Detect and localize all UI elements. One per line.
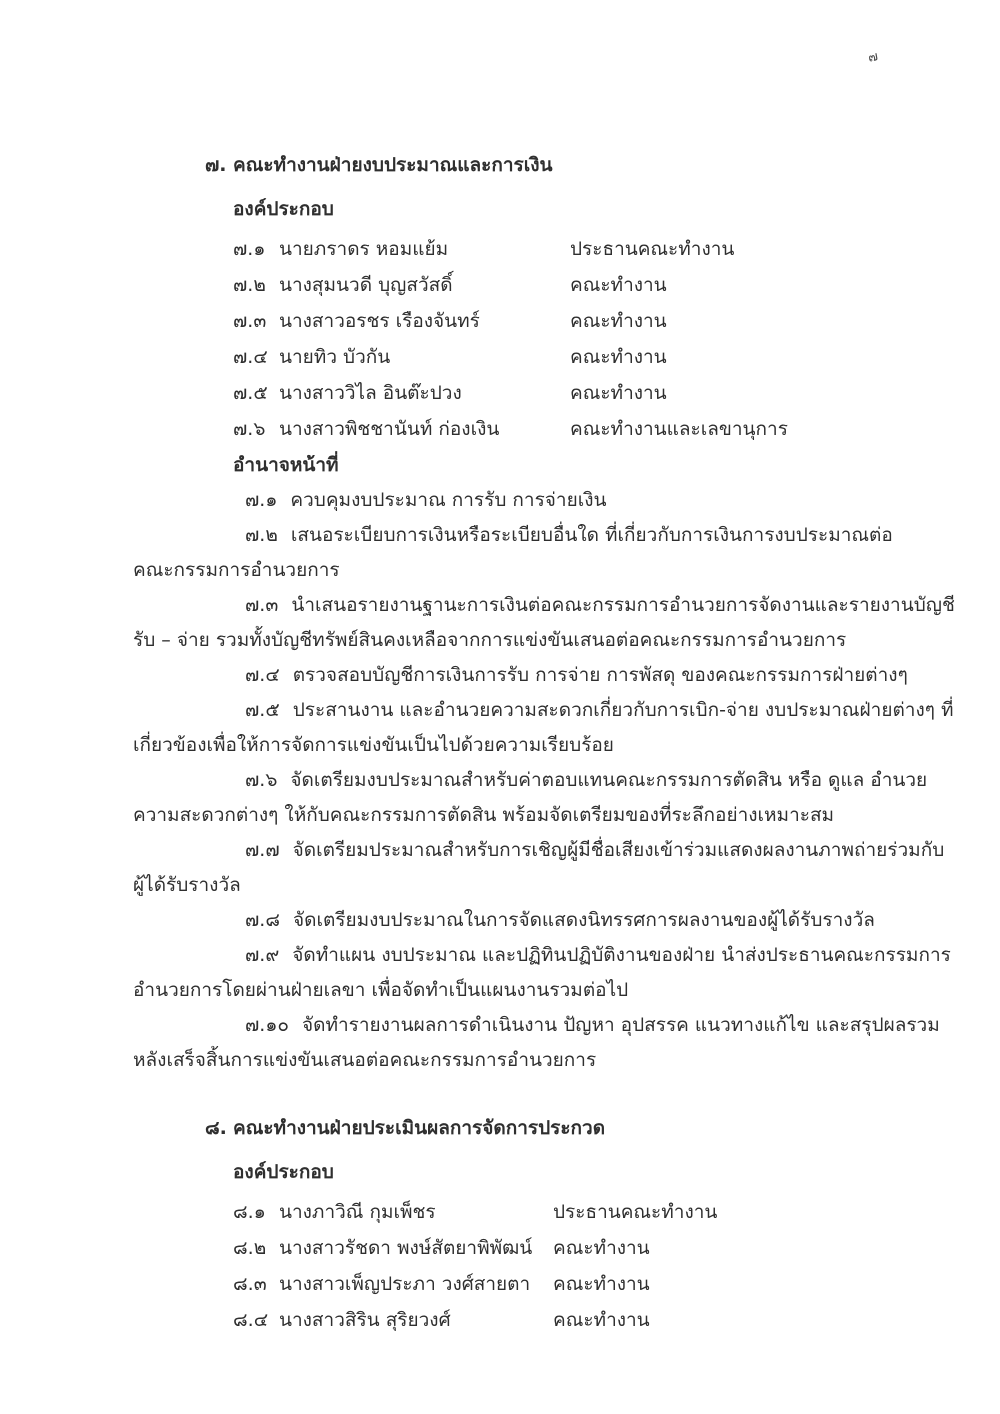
- duty-item: [133, 483, 908, 518]
- table-row: [233, 1266, 908, 1302]
- member-name: นางสุมนวดี บุญสวัสดิ์: [279, 274, 453, 296]
- section-7-number: ๗.: [205, 154, 227, 176]
- member-role: คณะทำงาน: [570, 310, 667, 332]
- duty-number: ๗.๓: [245, 594, 279, 616]
- duty-text: จัดเตรียมงบประมาณในการจัดแสดงนิทรรศการผลงานของผู้ได้รับรางวัล: [293, 909, 875, 931]
- table-row: [233, 303, 908, 339]
- section-divider-space: [133, 1078, 908, 1106]
- duty-text: จัดเตรียมประมาณสำหรับการเชิญผู้มีชื่อเสียงเข้าร่วมแสดงผลงานภาพถ่ายร่วมกับ: [292, 839, 945, 861]
- member-role: คณะทำงาน: [553, 1273, 650, 1295]
- duty-number: ๗.๗: [245, 839, 280, 861]
- member-name: นางภาวิณี กุมเพ็ชร: [279, 1201, 436, 1223]
- page-content: [133, 143, 955, 1338]
- member-role: คณะทำงาน: [570, 382, 667, 404]
- duty-line: [133, 763, 928, 798]
- duty-line: [133, 938, 951, 973]
- duty-item: [133, 658, 908, 693]
- duty-line: ความสะดวกต่างๆ ให้กับคณะกรรมการตัดสิน พร้อมจัดเตรียมของที่ระลึกอย่างเหมาะสม: [133, 804, 835, 826]
- duty-line: ผู้ได้รับรางวัล: [133, 874, 241, 896]
- duty-text: นำเสนอรายงานฐานะการเงินต่อคณะกรรมการอำนวยการจัดงานและรายงานบัญชี: [291, 594, 955, 616]
- duty-line: [133, 658, 908, 693]
- member-name: นางสาวพิชชานันท์ ก่องเงิน: [279, 418, 500, 440]
- duty-item: [133, 693, 954, 763]
- duty-number: ๗.๒: [245, 524, 278, 546]
- duty-item: [133, 938, 951, 1008]
- member-role: คณะทำงาน: [570, 346, 667, 368]
- duty-line: [133, 903, 908, 938]
- duty-number: ๗.๙: [245, 944, 280, 966]
- duty-text: จัดทำรายงานผลการดำเนินงาน ปัญหา อุปสรรค แนวทางแก้ไข และสรุปผลรวม: [301, 1014, 940, 1036]
- duty-number: ๗.๔: [245, 664, 280, 686]
- duty-number: ๗.๑๐: [245, 1014, 289, 1036]
- duty-line: หลังเสร็จสิ้นการแข่งขันเสนอต่อคณะกรรมการอำนวยการ: [133, 1049, 597, 1071]
- member-name: นางสาวรัชดา พงษ์สัตยาพิพัฒน์: [279, 1237, 533, 1259]
- member-number: ๘.๒: [233, 1237, 267, 1259]
- table-row: [233, 1230, 908, 1266]
- duty-number: ๗.๖: [245, 769, 278, 791]
- duty-number: ๗.๘: [245, 909, 280, 931]
- section-8-heading: [205, 1106, 908, 1150]
- table-row: [233, 411, 908, 447]
- section-8-composition-heading: องค์ประกอบ: [233, 1161, 334, 1183]
- member-name: นางสาวอรชร เรืองจันทร์: [279, 310, 480, 332]
- member-name: นางสาวสิริน สุริยวงศ์: [279, 1309, 451, 1331]
- member-role: คณะทำงาน: [553, 1237, 650, 1259]
- table-row: [233, 1302, 908, 1338]
- section-7-title: คณะทำงานฝ่ายงบประมาณและการเงิน: [233, 154, 553, 176]
- member-number: ๗.๖: [233, 418, 266, 440]
- duty-item: [133, 903, 908, 938]
- page-number: ๗: [866, 49, 880, 66]
- duty-line: [133, 1008, 940, 1043]
- section-7-duties-heading: อำนาจหน้าที่: [233, 454, 339, 476]
- duty-line: อำนวยการโดยผ่านฝ่ายเลขา เพื่อจัดทำเป็นแผนงานรวมต่อไป: [133, 979, 629, 1001]
- section-7-heading: [205, 143, 908, 187]
- duty-text: ประสานงาน และอำนวยความสะดวกเกี่ยวกับการเบิก-จ่าย งบประมาณฝ่ายต่างๆ ที่: [292, 699, 954, 721]
- section-7-composition-heading: องค์ประกอบ: [233, 198, 334, 220]
- duty-item: [133, 1008, 940, 1078]
- member-name: นางสาววิไล อินต๊ะปวง: [279, 382, 462, 404]
- duty-number: ๗.๑: [245, 489, 278, 511]
- section-8-title: คณะทำงานฝ่ายประเมินผลการจัดการประกวด: [233, 1117, 606, 1139]
- duty-line: [133, 833, 945, 868]
- member-number: ๗.๕: [233, 382, 268, 404]
- member-number: ๘.๓: [233, 1273, 267, 1295]
- duty-text: ควบคุมงบประมาณ การรับ การจ่ายเงิน: [290, 489, 607, 511]
- table-row: [233, 1194, 908, 1230]
- member-name: นายภราดร หอมแย้ม: [279, 238, 449, 260]
- member-role: คณะทำงาน: [570, 274, 667, 296]
- duty-line: [133, 588, 955, 623]
- duty-line: รับ – จ่าย รวมทั้งบัญชีทรัพย์สินคงเหลือจากการแข่งขันเสนอต่อคณะกรรมการอำนวยการ: [133, 629, 847, 651]
- duty-number: ๗.๕: [245, 699, 280, 721]
- member-number: ๗.๓: [233, 310, 267, 332]
- table-row: [233, 231, 908, 267]
- duty-item: [133, 518, 908, 588]
- member-number: ๘.๔: [233, 1309, 269, 1331]
- table-row: [233, 375, 908, 411]
- section-budget-finance: [133, 143, 955, 1078]
- member-role: ประธานคณะทำงาน: [553, 1201, 718, 1223]
- duty-item: [133, 833, 945, 903]
- section-evaluation: [133, 1106, 908, 1338]
- duty-line: เกี่ยวข้องเพื่อให้การจัดการแข่งขันเป็นไปด้วยความเรียบร้อย: [133, 734, 614, 756]
- duty-item: [133, 588, 955, 658]
- member-role: คณะทำงาน: [553, 1309, 650, 1331]
- section-8-number: ๘.: [205, 1117, 227, 1139]
- duty-text: เสนอระเบียบการเงินหรือระเบียบอื่นใด ที่เกี่ยวกับการเงินการงบประมาณต่อ: [290, 524, 893, 546]
- table-row: [233, 339, 908, 375]
- member-name: นายทิว บัวกัน: [279, 346, 391, 368]
- duty-line: [133, 693, 954, 728]
- member-name: นางสาวเพ็ญประภา วงศ์สายตา: [279, 1273, 531, 1295]
- duty-line: [133, 518, 908, 553]
- member-role: คณะทำงานและเลขานุการ: [570, 418, 788, 440]
- duty-line: [133, 483, 908, 518]
- member-number: ๗.๔: [233, 346, 268, 368]
- duty-line: คณะกรรมการอำนวยการ: [133, 559, 340, 581]
- member-number: ๗.๑: [233, 238, 266, 260]
- table-row: [233, 267, 908, 303]
- member-number: ๗.๒: [233, 274, 266, 296]
- duty-text: ตรวจสอบบัญชีการเงินการรับ การจ่าย การพัสดุ ของคณะกรรมการฝ่ายต่างๆ: [292, 664, 908, 686]
- duty-text: จัดทำแผน งบประมาณ และปฏิทินปฏิบัติงานของฝ่าย นำส่งประธานคณะกรรมการ: [292, 944, 951, 966]
- duty-item: [133, 763, 928, 833]
- member-number: ๘.๑: [233, 1201, 266, 1223]
- duty-text: จัดเตรียมงบประมาณสำหรับค่าตอบแทนคณะกรรมการตัดสิน หรือ ดูแล อำนวย: [290, 769, 928, 791]
- member-role: ประธานคณะทำงาน: [570, 238, 735, 260]
